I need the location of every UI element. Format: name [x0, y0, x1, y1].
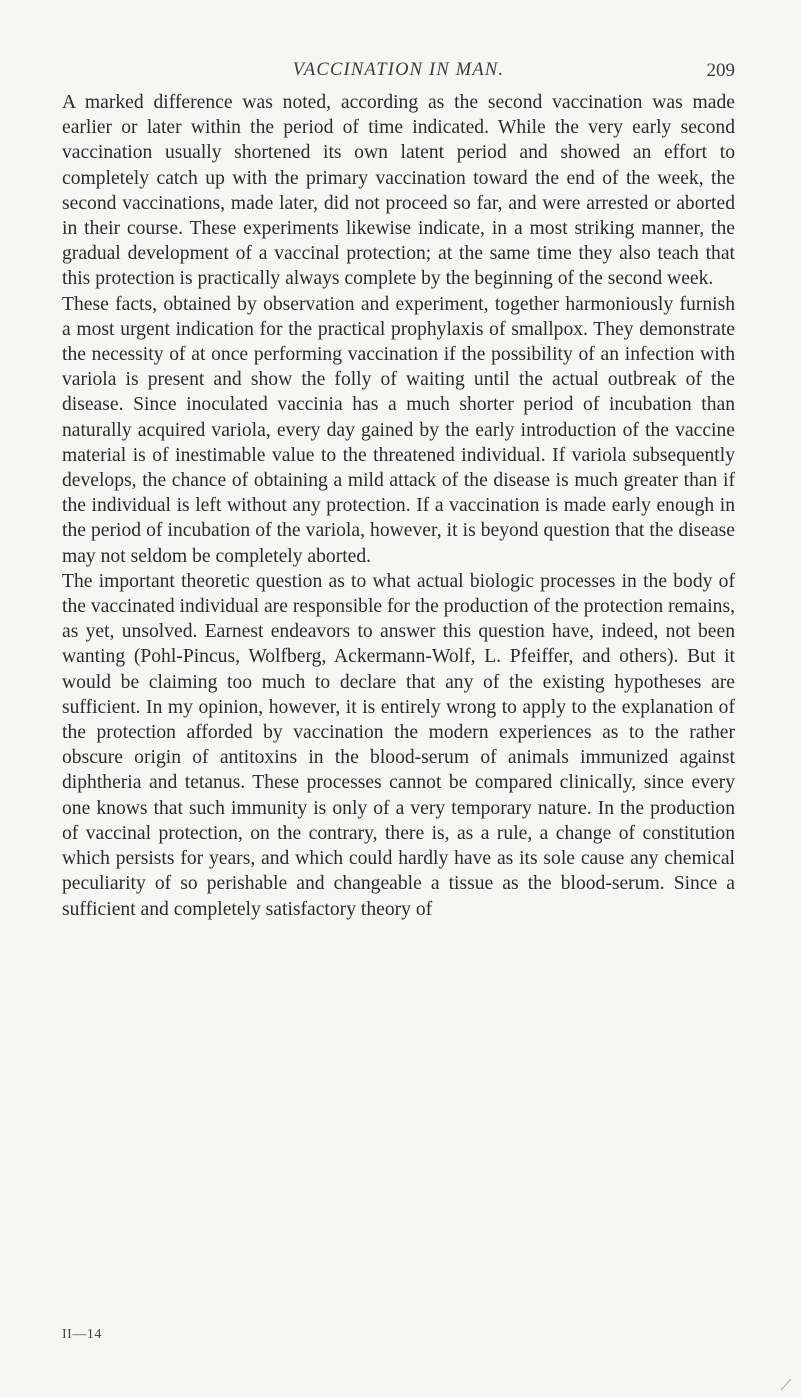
- book-page: [62, 46, 735, 922]
- running-head: [62, 46, 735, 86]
- page-corner-mark: [779, 1377, 793, 1391]
- paragraph-3: The important theoretic question as to what actual biologic processes in the body of the vaccinated individual are responsible for the production of the protection remains, as yet, unsolved. Earnest endeavors to answer this question have, indeed, not been wanting (Pohl-Pincus, Wolfberg, Ackermann-Wolf, L. Pfeiffer, and others). But it would be claiming too much to declare that any of the existing hypotheses are sufficient. In my opinion, however, it is entirely wrong to apply to the explanation of the protection afforded by vaccination the modern experiences as to the rather obscure origin of antitoxins in the blood-serum of animals immunized against diphtheria and tetanus. These processes cannot be compared clinically, since every one knows that such immunity is only of a very temporary nature. In the production of vaccinal protection, on the contrary, there is, as a rule, a change of constitution which persists for years, and which could hardly have as its sole cause any chemical peculiarity of so perishable and changeable a tissue as the blood-serum. Since a sufficient and completely satisfactory theory of: [62, 570, 735, 920]
- signature-mark: II—14: [62, 1327, 102, 1342]
- running-title: VACCINATION IN MAN.: [292, 60, 505, 80]
- paragraph-2: These facts, obtained by observation and experiment, together harmoniously furnish a most urgent indication for the practical prophylaxis of smallpox. They demonstrate the necessity of at once performing vaccination if the possibility of an infection with variola is present and show the folly of waiting until the actual outbreak of the disease. Since inoculated vaccinia has a much shorter period of incubation than naturally acquired variola, every day gained by the early introduction of the vaccine material is of inestimable value to the threatened individual. If variola subsequently develops, the chance of obtaining a mild attack of the disease is much greater than if the individual is left without any protection. If a vaccination is made early enough in the period of incubation of the variola, however, it is beyond question that the disease may not seldom be completely aborted.: [62, 293, 735, 567]
- body-text: [62, 90, 735, 922]
- paragraph-1: A marked difference was noted, according as the second vaccination was made earlier or later within the period of time indicated. While the very early second vaccination usually shortened its own latent period and showed an effort to completely catch up with the primary vaccination toward the end of the week, the second vaccinations, made later, did not proceed so far, and were arrested or aborted in their course. These experiments likewise indicate, in a most striking manner, the gradual development of a vaccinal protection; at the same time they also teach that this protection is practically always complete by the beginning of the second week.: [62, 92, 735, 290]
- page-number: 209: [706, 60, 735, 81]
